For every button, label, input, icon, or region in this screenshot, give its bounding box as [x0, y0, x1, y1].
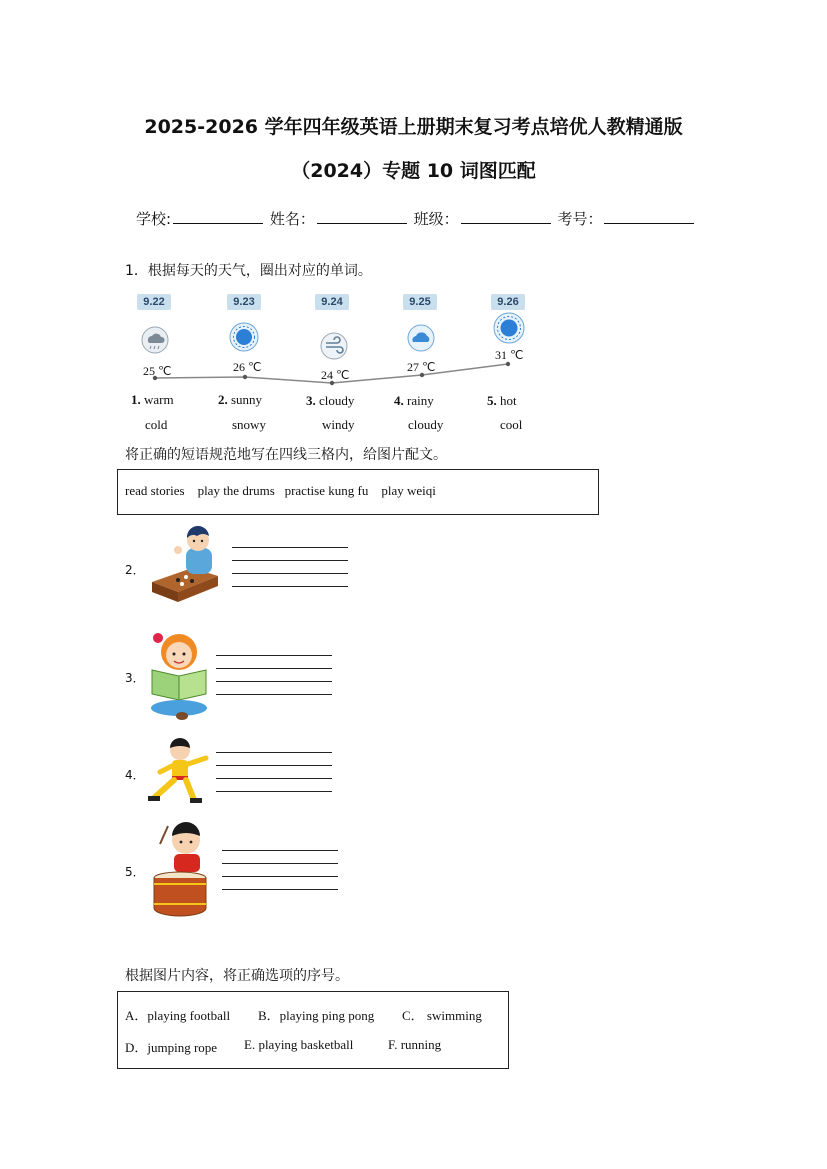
word-bank-box [117, 469, 599, 515]
sun-icon [229, 322, 259, 352]
item-number: 3． [125, 671, 145, 685]
writing-lines[interactable] [216, 643, 332, 695]
word-option[interactable]: 3. cloudy [306, 393, 355, 408]
option-d: D．jumping rope [125, 1040, 218, 1055]
page-subtitle: （2024）专题 10 词图匹配 [291, 160, 536, 182]
word-option[interactable]: snowy [232, 417, 266, 432]
student-info-line [136, 208, 696, 229]
phrase: read stories [125, 483, 185, 498]
writing-lines[interactable] [222, 838, 338, 890]
temperature-label: 26 ℃ [233, 360, 262, 374]
item-number: 4． [125, 768, 145, 782]
wind-icon [320, 332, 348, 360]
item-number: 2． [125, 563, 145, 577]
school-field[interactable] [173, 209, 263, 224]
class-label: 班级： [413, 210, 459, 228]
phrase: practise kung fu [284, 483, 369, 498]
boy-playing-drum-image [148, 822, 214, 922]
temperature-label: 24 ℃ [321, 368, 350, 382]
exam-no-label: 考号： [557, 210, 603, 228]
section3-instruction: 根据图片内容，将正确选项的序号。 [125, 968, 349, 984]
word-bank-items [125, 483, 436, 499]
name-label: 姓名： [269, 210, 315, 228]
option-b: B．playing ping pong [258, 1008, 375, 1023]
phrase: play the drums [197, 483, 275, 498]
temperature-label: 27 ℃ [407, 360, 436, 374]
page-title: 2025-2026 学年四年级英语上册期末复习考点培优人教精通版 [144, 116, 683, 138]
girl-reading-book-image [146, 630, 212, 722]
temperature-label: 31 ℃ [495, 348, 524, 362]
name-field[interactable] [317, 209, 407, 224]
exam-no-field[interactable] [604, 209, 694, 224]
word-option[interactable]: 5. hot [487, 393, 517, 408]
class-field[interactable] [461, 209, 551, 224]
writing-lines[interactable] [232, 535, 348, 587]
phrase: play weiqi [381, 483, 436, 498]
cloud-icon [407, 324, 435, 352]
writing-lines[interactable] [216, 740, 332, 792]
word-option[interactable]: 2. sunny [218, 392, 263, 407]
section2-instruction: 将正确的短语规范地写在四线三格内，给图片配文。 [125, 447, 447, 463]
temperature-label: 25 ℃ [143, 364, 172, 378]
item-number: 5． [125, 865, 145, 879]
option-c: C． swimming [402, 1008, 482, 1023]
date-badge: 9.26 [491, 294, 525, 310]
option-f: F. running [388, 1037, 442, 1052]
school-label: 学校: [136, 210, 172, 228]
word-option[interactable]: cold [145, 417, 168, 432]
option-e: E. playing basketball [244, 1037, 354, 1052]
child-playing-weiqi-image [148, 526, 222, 606]
date-badge: 9.23 [227, 294, 261, 310]
date-badge: 9.25 [403, 294, 437, 310]
rain-cloud-icon [141, 326, 169, 354]
word-option[interactable]: 1. warm [131, 392, 174, 407]
word-option[interactable]: cloudy [408, 417, 444, 432]
q1-prompt: 1．根据每天的天气，圈出对应的单词。 [125, 263, 372, 279]
sun-icon [493, 312, 525, 344]
word-option[interactable]: cool [500, 417, 523, 432]
option-a: A．playing football [125, 1008, 231, 1023]
options-box [117, 991, 509, 1069]
word-option[interactable]: windy [322, 417, 355, 432]
word-option[interactable]: 4. rainy [394, 393, 434, 408]
date-badge: 9.22 [137, 294, 171, 310]
date-badge: 9.24 [315, 294, 349, 310]
boy-practising-kung-fu-image [146, 738, 210, 806]
